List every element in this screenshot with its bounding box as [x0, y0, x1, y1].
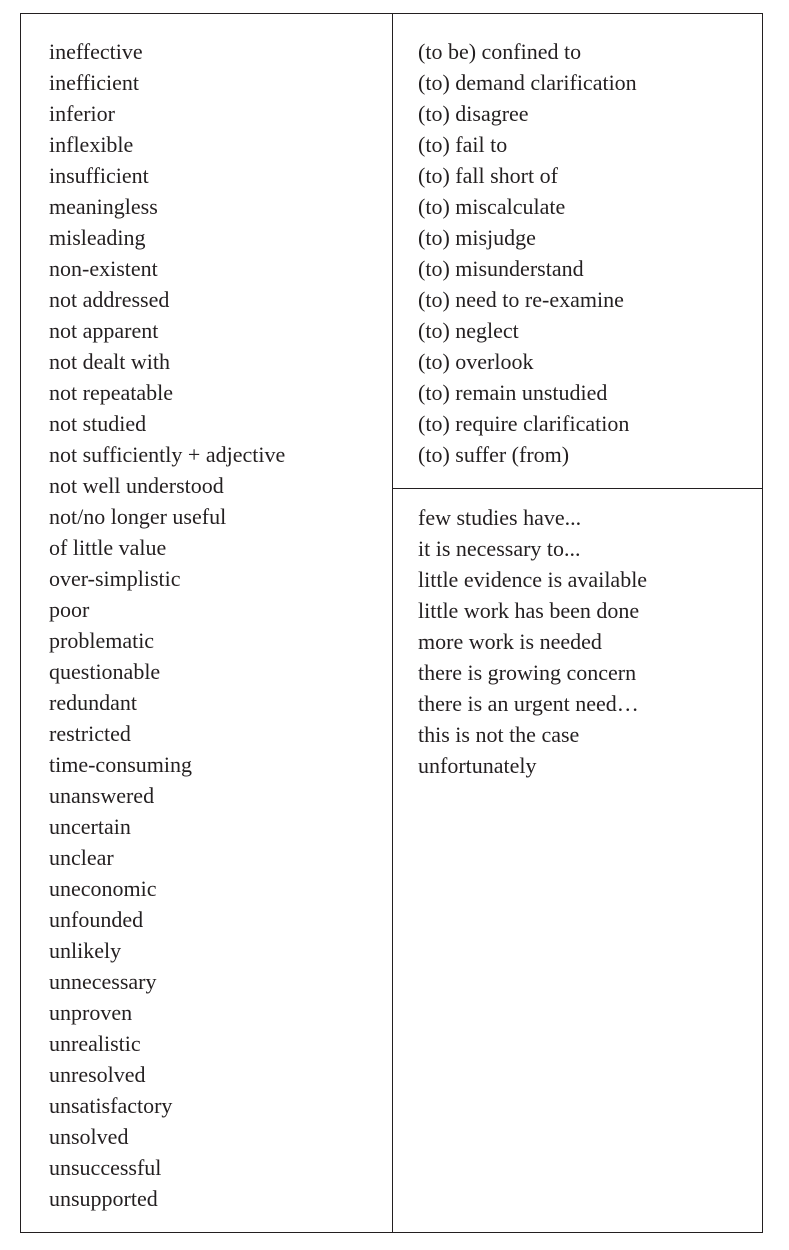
adjective-item: problematic	[49, 628, 155, 653]
adjective-item: of little value	[49, 535, 167, 560]
verb-item: (to) require clarification	[418, 411, 630, 436]
verbs-list	[418, 36, 637, 470]
adjective-item: unsuccessful	[49, 1155, 162, 1180]
verb-item: (to) suffer (from)	[418, 442, 570, 467]
adjective-item: not studied	[49, 411, 147, 436]
phrase-item: there is an urgent need…	[418, 691, 639, 716]
phrase-item: few studies have...	[418, 505, 582, 530]
row-divider	[392, 488, 763, 489]
verb-item: (to) fail to	[418, 132, 508, 157]
adjective-item: unlikely	[49, 938, 122, 963]
adjective-item: unresolved	[49, 1062, 146, 1087]
adjective-item: not sufficiently + adjective	[49, 442, 286, 467]
adjective-item: unsatisfactory	[49, 1093, 173, 1118]
adjective-item: not repeatable	[49, 380, 173, 405]
phrase-item: more work is needed	[418, 629, 602, 654]
phrase-item: this is not the case	[418, 722, 580, 747]
adjective-item: unanswered	[49, 783, 155, 808]
verb-item: (to) miscalculate	[418, 194, 566, 219]
adjective-item: poor	[49, 597, 90, 622]
adjective-item: ineffective	[49, 39, 143, 64]
verb-item: (to be) confined to	[418, 39, 582, 64]
adjective-item: unsolved	[49, 1124, 129, 1149]
verb-item: (to) fall short of	[418, 163, 558, 188]
adjective-item: unfounded	[49, 907, 144, 932]
adjective-item: restricted	[49, 721, 131, 746]
verb-item: (to) neglect	[418, 318, 519, 343]
adjective-item: not dealt with	[49, 349, 170, 374]
verb-item: (to) demand clarification	[418, 70, 637, 95]
adjective-item: inferior	[49, 101, 115, 126]
verb-item: (to) remain unstudied	[418, 380, 608, 405]
adjective-item: not well understood	[49, 473, 224, 498]
adjective-item: unclear	[49, 845, 114, 870]
adjective-item: inflexible	[49, 132, 134, 157]
adjective-item: not apparent	[49, 318, 159, 343]
verb-item: (to) need to re-examine	[418, 287, 624, 312]
phrase-item: little evidence is available	[418, 567, 648, 592]
adjectives-list	[49, 36, 285, 1214]
adjective-item: non-existent	[49, 256, 158, 281]
phrases-list	[418, 502, 647, 781]
adjective-item: redundant	[49, 690, 137, 715]
verb-item: (to) misunderstand	[418, 256, 584, 281]
phrase-item: it is necessary to...	[418, 536, 581, 561]
adjective-item: misleading	[49, 225, 146, 250]
adjective-item: meaningless	[49, 194, 158, 219]
phrase-item: there is growing concern	[418, 660, 637, 685]
verb-item: (to) overlook	[418, 349, 534, 374]
adjective-item: not addressed	[49, 287, 170, 312]
adjective-item: over-simplistic	[49, 566, 181, 591]
verb-item: (to) disagree	[418, 101, 529, 126]
adjective-item: unproven	[49, 1000, 133, 1025]
adjective-item: unrealistic	[49, 1031, 141, 1056]
column-divider	[392, 14, 393, 1232]
phrase-item: little work has been done	[418, 598, 640, 623]
adjective-item: not/no longer useful	[49, 504, 227, 529]
adjective-item: uneconomic	[49, 876, 157, 901]
phrase-item: unfortunately	[418, 753, 537, 778]
adjective-item: unsupported	[49, 1186, 158, 1211]
adjective-item: inefficient	[49, 70, 139, 95]
adjective-item: insufficient	[49, 163, 149, 188]
adjective-item: uncertain	[49, 814, 131, 839]
vocabulary-table	[20, 13, 763, 1233]
verb-item: (to) misjudge	[418, 225, 536, 250]
adjective-item: unnecessary	[49, 969, 157, 994]
adjective-item: time-consuming	[49, 752, 192, 777]
adjective-item: questionable	[49, 659, 161, 684]
